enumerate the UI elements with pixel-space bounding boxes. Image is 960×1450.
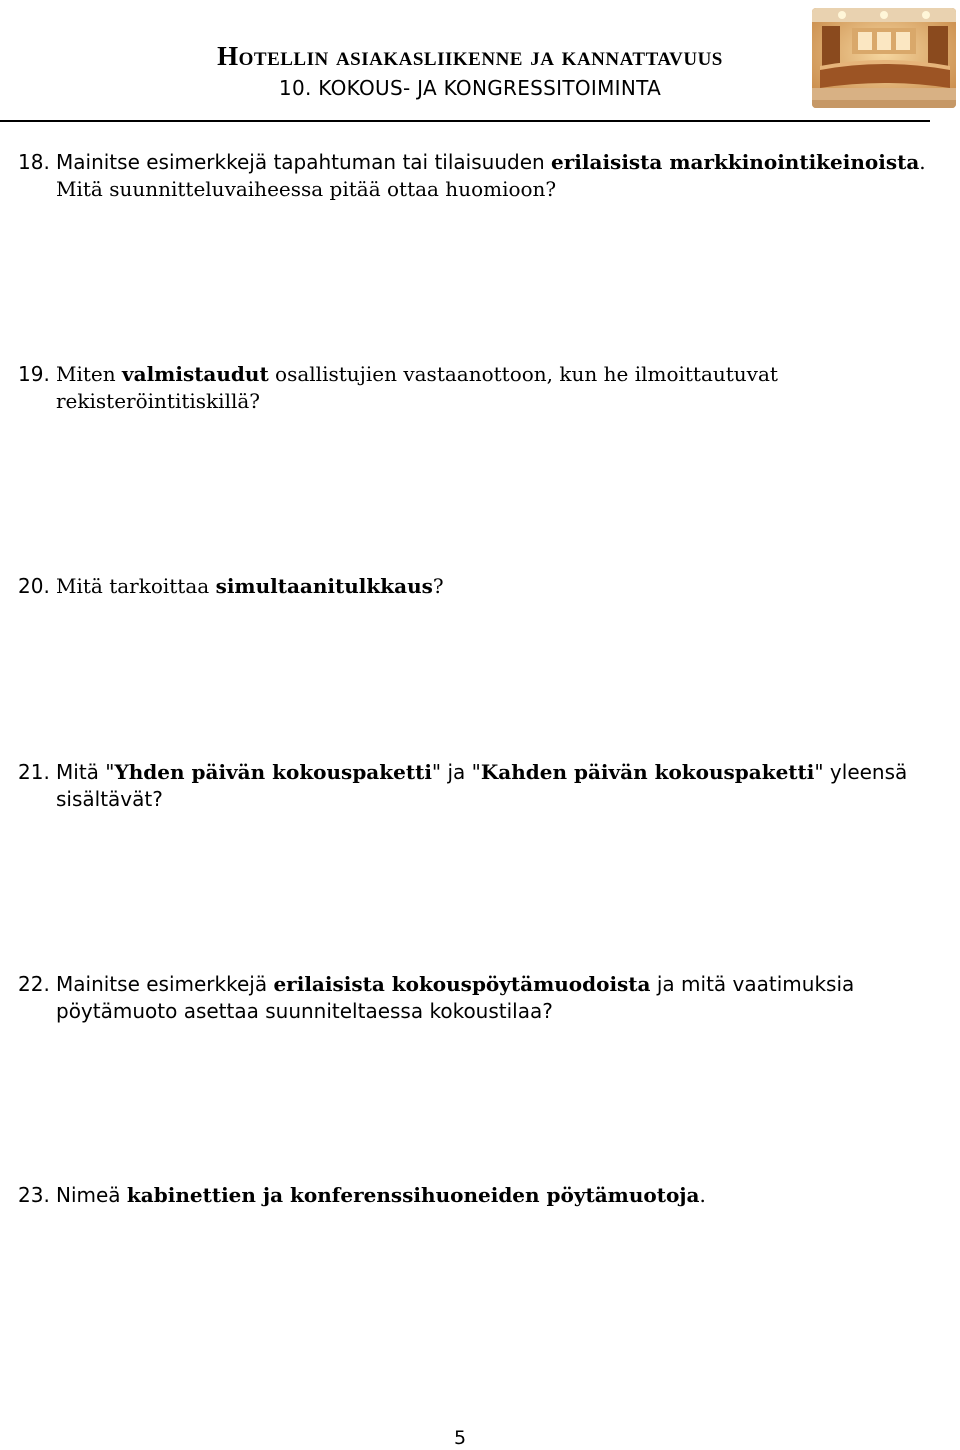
question-keyword: erilaisista markkinointikeinoista xyxy=(551,150,920,174)
question-text: osallistujien vastaanottoon, kun he ilmoittautuvat rekisteröintitiskillä? xyxy=(56,362,778,413)
question-text: ? xyxy=(432,574,444,598)
question-keyword: erilaisista kokouspöytämuodoista xyxy=(273,972,651,996)
question-text: Nimeä xyxy=(56,1183,127,1207)
question-20 xyxy=(18,573,938,600)
question-text: Mainitse esimerkkejä tapahtuman tai tilaisuuden xyxy=(56,150,552,174)
question-text: Mainitse esimerkkejä xyxy=(56,972,274,996)
question-number: 21. xyxy=(18,760,50,784)
question-keyword: kabinettien ja konferenssihuoneiden pöytämuotoja xyxy=(126,1183,700,1207)
question-text: " ja " xyxy=(431,760,481,784)
question-number: 22. xyxy=(18,972,50,996)
question-text: ja mitä vaatimuksia pöytämuoto asettaa suunniteltaessa kokoustilaa? xyxy=(56,972,855,1023)
question-number: 23. xyxy=(18,1183,50,1207)
question-text: Miten xyxy=(56,362,122,386)
question-number: 20. xyxy=(18,574,50,598)
header-title: Hotellin asiakasliikenne ja kannattavuus xyxy=(217,41,723,71)
question-text: . Mitä suunnitteluvaiheessa pitää ottaa huomioon? xyxy=(56,150,926,201)
question-keyword: simultaanitulkkaus xyxy=(215,574,433,598)
question-text: Mitä " xyxy=(56,760,115,784)
header-divider xyxy=(0,120,930,122)
question-22 xyxy=(18,971,938,1025)
question-number: 19. xyxy=(18,362,50,386)
question-number: 18. xyxy=(18,150,50,174)
question-text: . xyxy=(699,1183,706,1207)
question-keyword: Kahden päivän kokouspaketti xyxy=(480,760,815,784)
question-23 xyxy=(18,1182,938,1209)
header-subtitle: 10. KOKOUS- JA KONGRESSITOIMINTA xyxy=(278,76,662,100)
question-21 xyxy=(18,759,938,813)
question-text: Mitä tarkoittaa xyxy=(56,574,216,598)
hotel-lobby-photo xyxy=(812,8,956,108)
question-keyword: Yhden päivän kokouspaketti xyxy=(114,760,432,784)
question-19 xyxy=(18,361,938,415)
question-keyword: valmistaudut xyxy=(122,362,269,386)
page-number: 5 xyxy=(453,1427,467,1449)
question-18 xyxy=(18,149,938,203)
question-text: " yleensä sisältävät? xyxy=(56,760,908,811)
